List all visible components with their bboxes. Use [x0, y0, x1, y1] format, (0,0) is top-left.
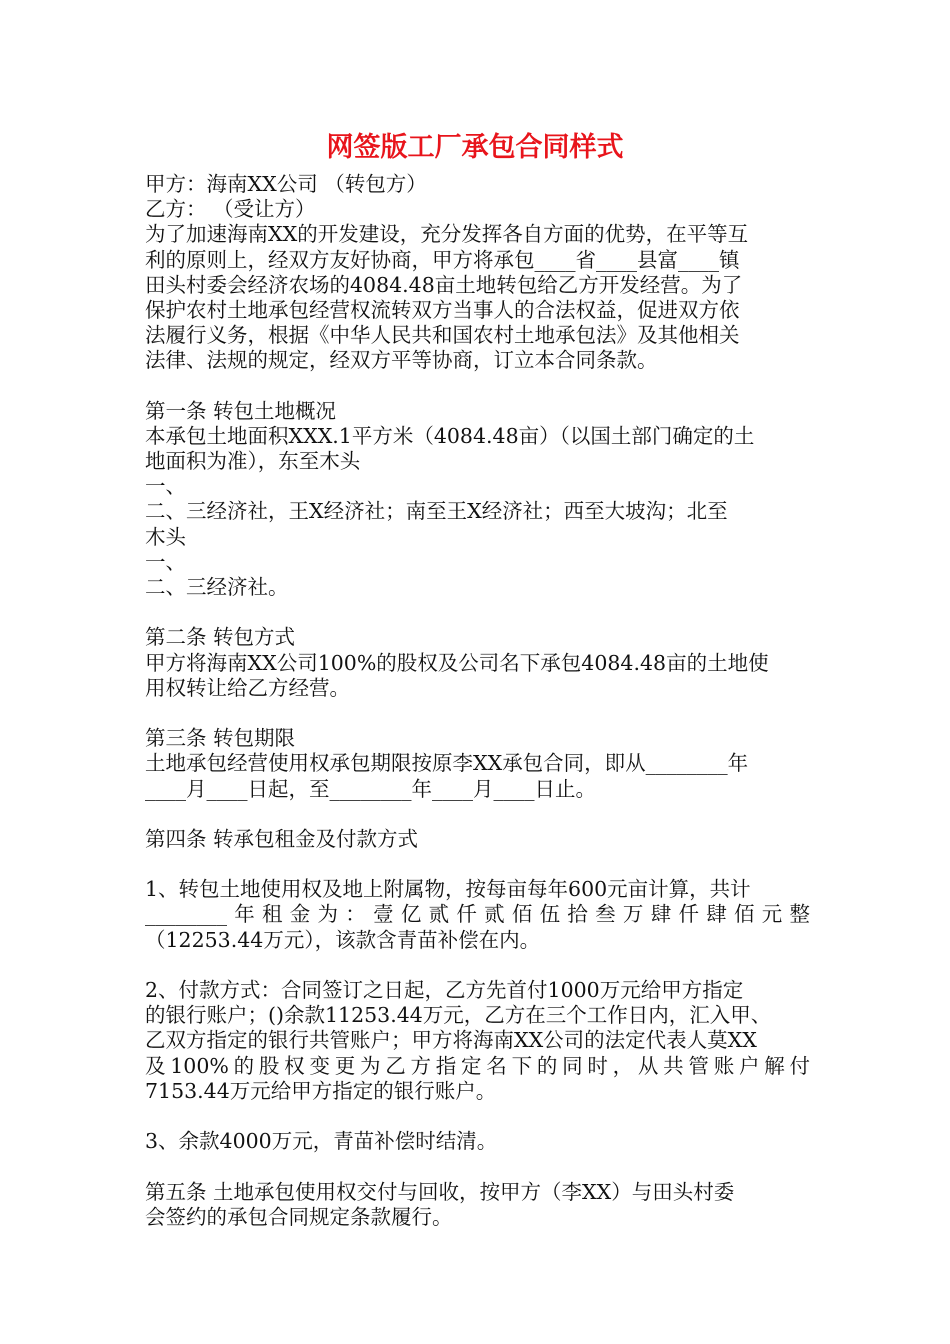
- text-line-art1-5: 木头: [145, 524, 186, 549]
- blank-line: [145, 802, 810, 827]
- blank-line: [145, 1154, 810, 1179]
- blank-line: [145, 852, 810, 877]
- text-line-art1-6: 一、: [145, 549, 186, 574]
- text-line-party-a: 甲方：海南XX公司 （转包方）: [145, 172, 427, 196]
- text-line-art4-p2-4: 及100%的股权变更为乙方指定名下的同时，从共管账户解付: [145, 1053, 810, 1078]
- text-line-art1-7: 二、三经济社。: [145, 575, 289, 599]
- text-line-party-b: 乙方： （受让方）: [145, 197, 316, 222]
- text-line-art1-3: 一、: [145, 474, 186, 499]
- text-line-intro-1: 为了加速海南XX的开发建设，充分发挥各自方面的优势，在平等互: [145, 222, 749, 247]
- blank-line: [145, 1104, 810, 1129]
- text-line-art2-1: 甲方将海南XX公司100%的股权及公司名下承包4084.48亩的土地使: [145, 650, 769, 675]
- text-line-art1-heading: 第一条 转包土地概况: [145, 398, 337, 423]
- text-line-art4-p1-3: （12253.44万元），该款含青苗补偿在内。: [145, 927, 541, 952]
- text-line-art1-4: 二、三经济社，王X经济社；南至王X经济社；西至大坡沟；北至: [145, 499, 728, 524]
- text-line-art4-p3: 3、余款4000万元，青苗补偿时结清。: [145, 1129, 498, 1154]
- text-line-art5-1: 第五条 土地承包使用权交付与回收，按甲方（李XX）与田头村委: [145, 1179, 735, 1204]
- blank-line: [145, 953, 810, 978]
- text-line-art4-heading: 第四条 转承包租金及付款方式: [145, 826, 419, 851]
- text-line-intro-3: 田头村委会经济农场的4084.48亩土地转包给乙方开发经营。为了: [145, 272, 743, 297]
- text-line-art4-p2-2: 的银行账户；()余款11253.44万元，乙方在三个工作日内，汇入甲、: [145, 1003, 772, 1028]
- text-line-art1-2: 地面积为准），东至木头: [145, 449, 361, 474]
- document-title: 网签版工厂承包合同样式: [326, 132, 624, 163]
- text-line-art4-p2-3: 乙双方指定的银行共管账户；甲方将海南XX公司的法定代表人莫XX: [145, 1028, 757, 1053]
- text-line-intro-2: 利的原则上，经双方友好协商，甲方将承包____省____县富____镇: [145, 247, 740, 272]
- text-line-art1-1: 本承包土地面积XXX.1平方米（4084.48亩）（以国土部门确定的土: [145, 423, 755, 448]
- document-body: [145, 172, 810, 1230]
- text-line-art4-p2-5: 7153.44万元给甲方指定的银行账户。: [145, 1078, 497, 1103]
- text-line-art2-heading: 第二条 转包方式: [145, 625, 296, 650]
- blank-line: [145, 701, 810, 726]
- blank-line: [145, 374, 810, 399]
- text-line-art4-p2-1: 2、付款方式：合同签订之日起，乙方先首付1000万元给甲方指定: [145, 978, 744, 1002]
- text-line-art3-heading: 第三条 转包期限: [145, 726, 296, 751]
- blank-line: [145, 600, 810, 625]
- text-line-intro-4: 保护农村土地承包经营权流转双方当事人的合法权益，促进双方依: [145, 297, 740, 322]
- text-line-intro-6: 法律、法规的规定，经双方平等协商，订立本合同条款。: [145, 348, 658, 373]
- text-line-art4-p1-2: ________年租金为：壹亿贰仟贰佰伍拾叁万肆仟肆佰元整: [145, 902, 810, 927]
- text-line-art2-2: 用权转让给乙方经营。: [145, 675, 350, 700]
- text-line-art4-p1-1: 1、转包土地使用权及地上附属物，按每亩每年600元亩计算，共计: [145, 877, 751, 902]
- text-line-art3-1: 土地承包经营使用权承包期限按原李XX承包合同，即从________年: [145, 751, 749, 776]
- text-line-art3-2: ____月____日起，至________年____月____日止。: [145, 776, 596, 801]
- text-line-art5-2: 会签约的承包合同规定条款履行。: [145, 1204, 453, 1229]
- text-line-intro-5: 法履行义务，根据《中华人民共和国农村土地承包法》及其他相关: [145, 323, 740, 348]
